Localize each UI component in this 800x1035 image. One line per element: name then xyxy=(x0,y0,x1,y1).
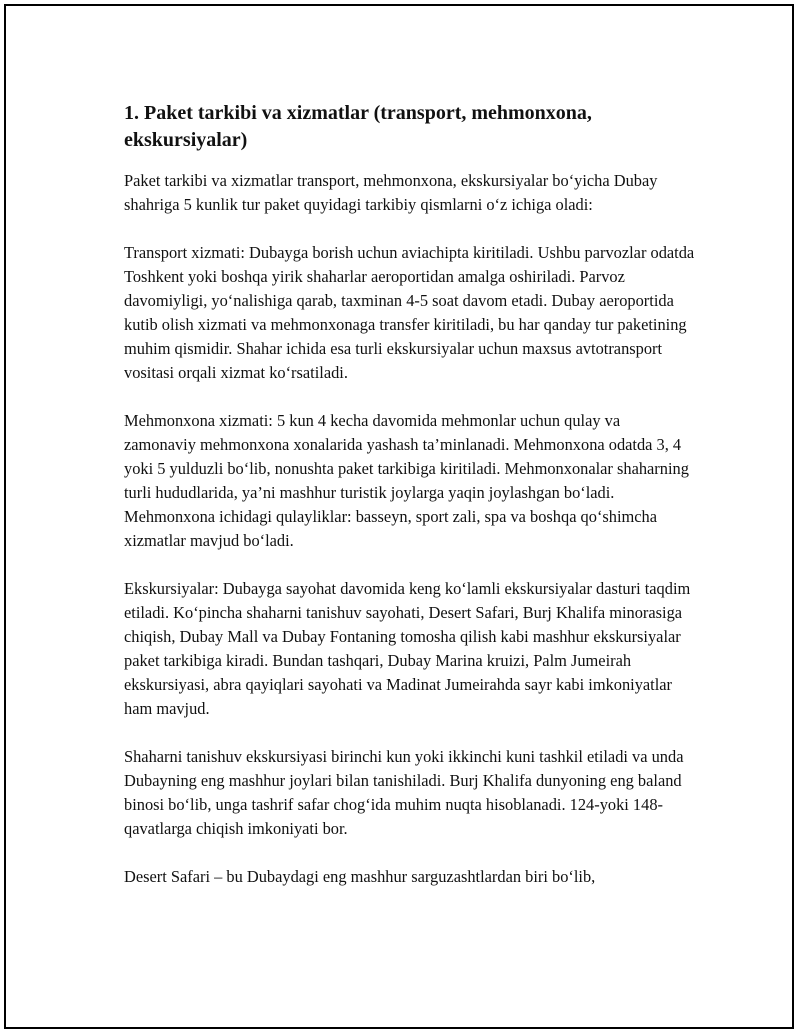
document-page xyxy=(4,4,794,1029)
transport-paragraph: Transport xizmati: Dubayga borish uchun aviachipta kiritiladi. Ushbu parvozlar odatda Toshkent yoki boshqa yirik shaharlar aeroportidan amalga oshiriladi. Parvoz davomiyligi, yo‘nalishiga qarab, taxminan 4-5 soat davom etadi. Dubay aeroportida kutib olish xizmati va mehmonxonaga transfer kiritiladi, bu har qanday tur paketining muhim qismidir. Shahar ichida esa turli ekskursiyalar uchun maxsus avtotransport vositasi orqali xizmat ko‘rsatiladi. xyxy=(124,243,695,382)
city-tour-paragraph: Shaharni tanishuv ekskursiyasi birinchi kun yoki ikkinchi kuni tashkil etiladi va unda Dubayning eng mashhur joylari bilan tanishiladi. Burj Khalifa dunyoning eng baland binosi bo‘lib, unga tashrif safar chog‘ida muhim nuqta hisoblanadi. 124-yoki 148-qavatlarga chiqish imkoniyati bor. xyxy=(124,747,684,838)
intro-paragraph: Paket tarkibi va xizmatlar transport, mehmonxona, ekskursiyalar bo‘yicha Dubay shahriga 5 kunlik tur paket quyidagi tarkibiy qismlarni o‘z ichiga oladi: xyxy=(124,171,658,214)
desert-safari-paragraph: Desert Safari – bu Dubaydagi eng mashhur sarguzashtlardan biri bo‘lib, xyxy=(124,867,596,886)
section-heading: 1. Paket tarkibi va xizmatlar (transport, mehmonxona, ekskursiyalar) xyxy=(124,102,592,151)
excursions-paragraph: Ekskursiyalar: Dubayga sayohat davomida keng ko‘lamli ekskursiyalar dasturi taqdim etiladi. Ko‘pincha shaharni tanishuv sayohati, Desert Safari, Burj Khalifa minorasiga chiqish, Dubay Mall va Dubay Fontaning tomosha qilish kabi mashhur ekskursiyalar paket tarkibiga kiradi. Bundan tashqari, Dubay Marina kruizi, Palm Jumeirah ekskursiyasi, abra qayiqlari sayohati va Madinat Jumeirahda sayr kabi imkoniyatlar ham mavjud. xyxy=(124,579,691,718)
document-body xyxy=(124,100,696,913)
hotel-paragraph: Mehmonxona xizmati: 5 kun 4 kecha davomida mehmonlar uchun qulay va zamonaviy mehmonxona xonalarida yashash ta’minlanadi. Mehmonxona odatda 3, 4 yoki 5 yulduzli bo‘lib, nonushta paket tarkibiga kiritiladi. Mehmonxonalar shaharning turli hududlarida, ya’ni mashhur turistik joylarga yaqin joylashgan bo‘ladi. Mehmonxona ichidagi qulayliklar: basseyn, sport zali, spa va boshqa qo‘shimcha xizmatlar mavjud bo‘ladi. xyxy=(124,411,689,550)
